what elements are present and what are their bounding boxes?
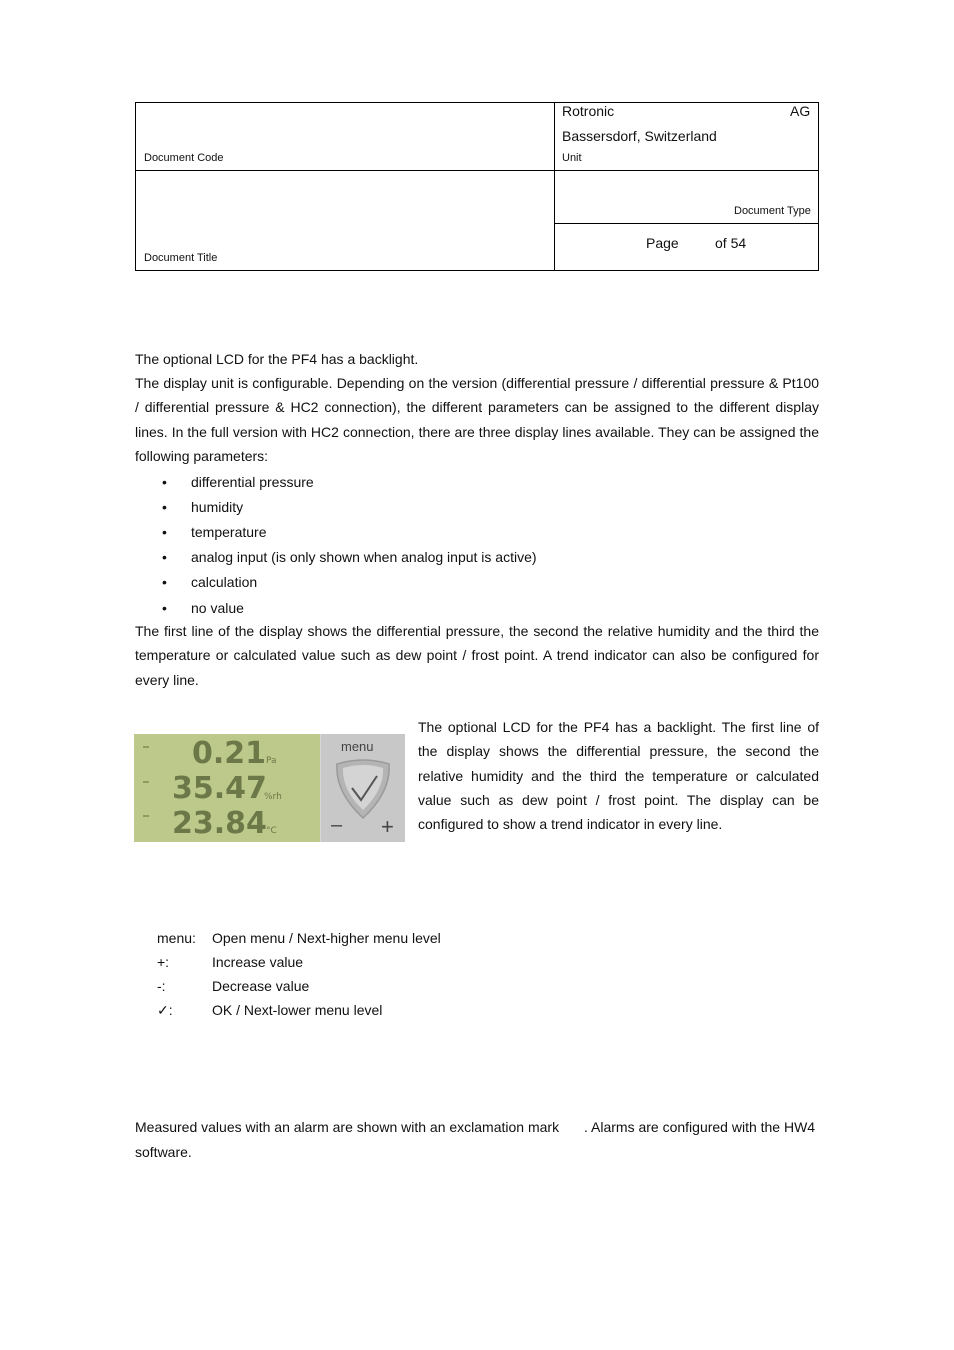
alarm-text-line-1b: . Alarms are configured with the HW4 xyxy=(584,1119,816,1135)
bullet-icon: • xyxy=(162,600,167,616)
bullet-icon: • xyxy=(162,524,167,540)
key-description: Increase value xyxy=(212,954,304,970)
key-description: Decrease value xyxy=(212,978,310,994)
key-description: OK / Next-lower menu level xyxy=(212,1002,383,1018)
alarm-text-line-1a: Measured values with an alarm are shown with an exclamation mark xyxy=(135,1119,560,1135)
header-divider-row1 xyxy=(136,170,818,171)
trend-indicator-icon xyxy=(143,746,149,748)
lcd-unit-line-2: %rh xyxy=(264,792,282,802)
menu-button-label: menu xyxy=(341,739,374,754)
lcd-value-line-1: 0.21 xyxy=(192,736,267,771)
lcd-unit-line-1: Pa xyxy=(266,756,277,766)
key-label: -: xyxy=(157,978,166,994)
header-divider-vertical xyxy=(554,103,555,270)
header-divider-row2 xyxy=(554,223,818,224)
unit-label: Unit xyxy=(562,152,582,164)
bullet-icon: • xyxy=(162,549,167,565)
key-description: Open menu / Next-higher menu level xyxy=(212,930,441,946)
intro-paragraph-2: The display unit is configurable. Depending on the version (differential pressure / differential pressure & Pt100 / differential pressure & HC2 connection), the different parameters can be assigned to the different display lines. In the full version with HC2 connection, there are three display lines available. They can be assigned the following parameters: xyxy=(135,375,819,464)
document-code-label: Document Code xyxy=(144,152,224,164)
company-suffix: AG xyxy=(790,103,811,119)
intro-paragraph-1: The optional LCD for the PF4 has a backlight. xyxy=(135,351,419,367)
company-name: Rotronic xyxy=(562,103,615,119)
document-header-table xyxy=(135,102,819,271)
lcd-value-line-2: 35.47 xyxy=(172,771,267,806)
lcd-display-image xyxy=(134,734,405,842)
lcd-button-panel xyxy=(321,734,405,842)
key-label: +: xyxy=(157,954,170,970)
page-total: of 54 xyxy=(715,235,747,251)
key-label: ✓: xyxy=(157,1002,173,1018)
lcd-value-line-3: 23.84 xyxy=(172,806,267,841)
minus-button-icon: – xyxy=(331,814,343,836)
lcd-screen xyxy=(134,734,320,842)
checkmark-button-icon xyxy=(331,758,395,822)
company-location: Bassersdorf, Switzerland xyxy=(562,128,717,144)
document-type-label: Document Type xyxy=(734,205,811,217)
alarm-text-line-2: software. xyxy=(135,1144,192,1160)
document-title-label: Document Title xyxy=(144,252,218,264)
key-label: menu: xyxy=(157,930,196,946)
plus-button-icon: + xyxy=(381,814,394,839)
bullet-icon: • xyxy=(162,574,167,590)
lcd-description-paragraph: The optional LCD for the PF4 has a backlight. The first line of the display shows the differential pressure, the second the relative humidity and the third the temperature or calculated value such as dew point / frost point. The display can be configured to show a trend indicator in every line. xyxy=(418,719,819,833)
after-list-paragraph: The first line of the display shows the differential pressure, the second the relative humidity and the third the temperature or calculated value such as dew point / frost point. A trend indicator can also be configured for every line. xyxy=(135,623,819,688)
page-label: Page xyxy=(646,235,679,251)
trend-indicator-icon xyxy=(143,815,149,817)
bullet-icon: • xyxy=(162,474,167,490)
lcd-unit-line-3: °C xyxy=(266,826,277,836)
trend-indicator-icon xyxy=(143,781,149,783)
bullet-icon: • xyxy=(162,499,167,515)
